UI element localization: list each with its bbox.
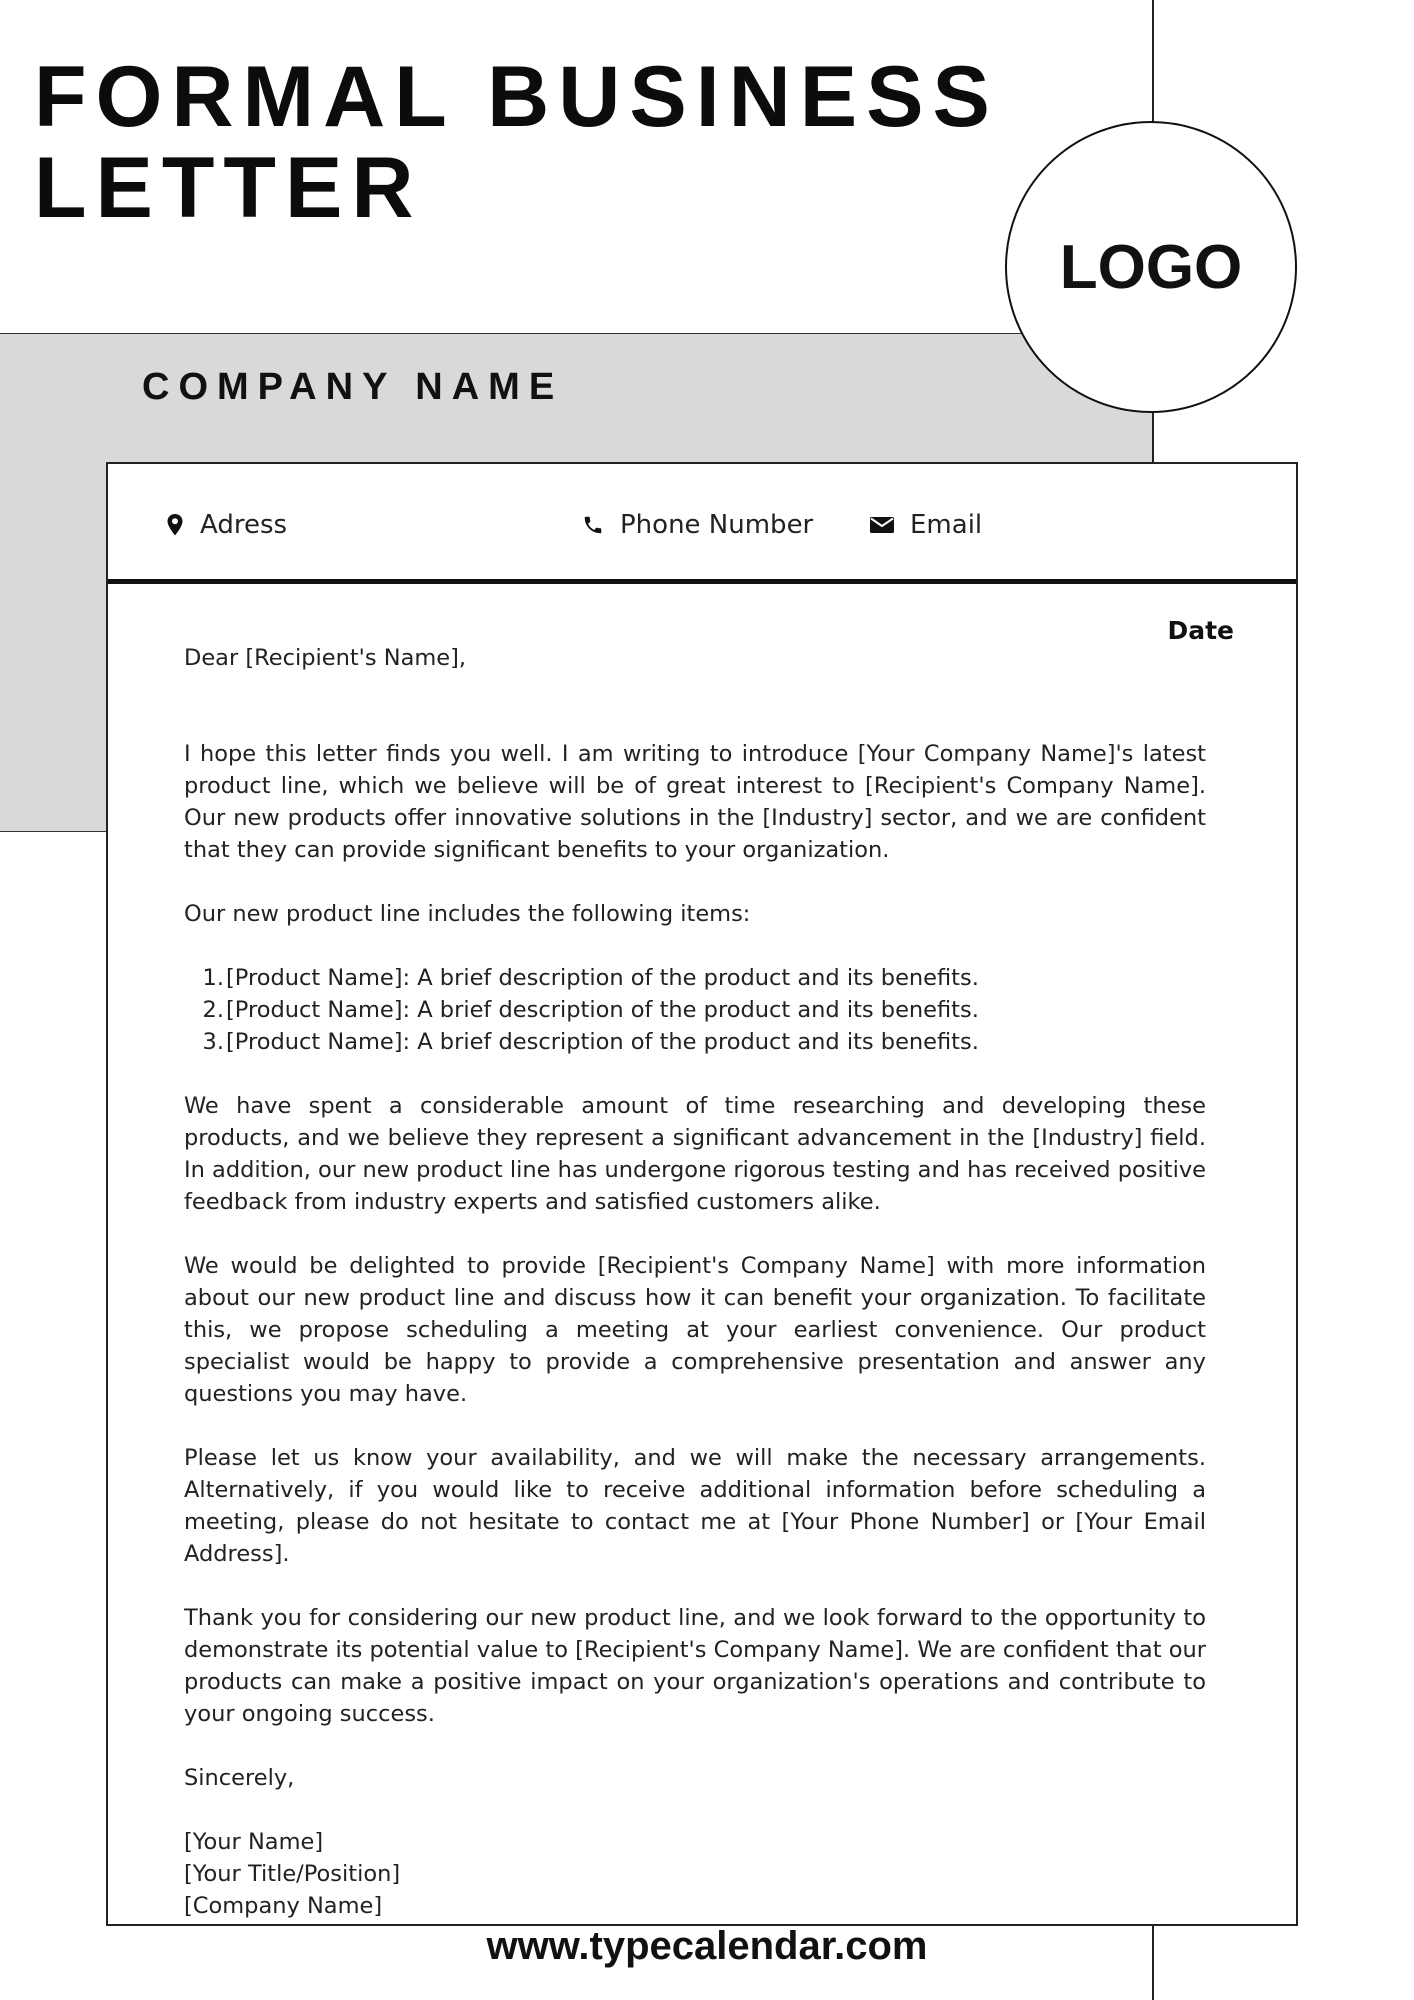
letter-body xyxy=(184,642,1206,1922)
signature-title: [Your Title/Position] xyxy=(184,1861,401,1887)
list-number: 2. xyxy=(202,997,224,1023)
contact-row xyxy=(108,464,1296,584)
signature-block xyxy=(184,1826,1206,1922)
paragraph-intro: I hope this letter finds you well. I am writing to introduce [Your Company Name]'s latest product line, which we believe will be of great interest to [Recipient's Company Name]. Our new products offer innovative solutions in the [Industry] sector, and we are confident that they can provide significant benefits to your organization. xyxy=(184,741,1206,863)
contact-email-label: Email xyxy=(910,510,983,540)
list-text: [Product Name]: A brief description of the product and its benefits. xyxy=(226,1029,979,1055)
map-pin-icon xyxy=(166,513,184,537)
signature-name: [Your Name] xyxy=(184,1829,324,1855)
paragraph-availability: Please let us know your availability, and we will make the necessary arrangements. Alternatively, if you would like to receive additional information before scheduling a meeting, please do not hesitate to contact me at [Your Phone Number] or [Your Email Address]. xyxy=(184,1445,1206,1567)
page-title xyxy=(34,49,999,236)
letter-date: Date xyxy=(1167,616,1234,645)
title-line-2: LETTER xyxy=(34,140,423,236)
list-number: 1. xyxy=(202,965,224,991)
list-item xyxy=(184,994,1206,1026)
contact-address-label: Adress xyxy=(200,510,288,540)
contact-phone-label: Phone Number xyxy=(620,510,814,540)
logo-text: LOGO xyxy=(1059,232,1243,302)
envelope-icon xyxy=(870,516,894,534)
contact-email xyxy=(870,510,982,540)
contact-phone xyxy=(582,510,813,540)
paragraph-meeting: We would be delighted to provide [Recipient's Company Name] with more information about our new product line and discuss how it can benefit your organization. To facilitate this, we propose scheduling a meeting at your earliest convenience. Our product specialist would be happy to provide a comprehensive presentation and answer any questions you may have. xyxy=(184,1253,1206,1407)
list-intro: Our new product line includes the following items: xyxy=(184,901,751,927)
logo-placeholder xyxy=(1005,121,1297,413)
list-item xyxy=(184,962,1206,994)
list-number: 3. xyxy=(202,1029,224,1055)
list-text: [Product Name]: A brief description of the product and its benefits. xyxy=(226,997,979,1023)
closing: Sincerely, xyxy=(184,1765,295,1791)
letter-box xyxy=(106,462,1298,1926)
paragraph-development: We have spent a considerable amount of time researching and developing these products, and we believe they represent a significant advancement in the [Industry] field. In addition, our new product line has undergone rigorous testing and has received positive feedback from industry experts and satisfied customers alike. xyxy=(184,1093,1206,1215)
list-item xyxy=(184,1026,1206,1058)
company-name: COMPANY NAME xyxy=(142,366,564,408)
contact-address xyxy=(166,510,287,540)
product-list xyxy=(184,962,1206,1058)
website-link[interactable]: www.typecalendar.com xyxy=(486,1924,928,1968)
phone-icon xyxy=(582,514,604,536)
list-text: [Product Name]: A brief description of the product and its benefits. xyxy=(226,965,979,991)
title-line-1: FORMAL BUSINESS xyxy=(34,49,999,145)
signature-company: [Company Name] xyxy=(184,1893,383,1919)
paragraph-thanks: Thank you for considering our new product line, and we look forward to the opportunity to demonstrate its potential value to [Recipient's Company Name]. We are confident that our products can make a positive impact on your organization's operations and contribute to your ongoing success. xyxy=(184,1605,1206,1727)
salutation: Dear [Recipient's Name], xyxy=(184,645,467,671)
